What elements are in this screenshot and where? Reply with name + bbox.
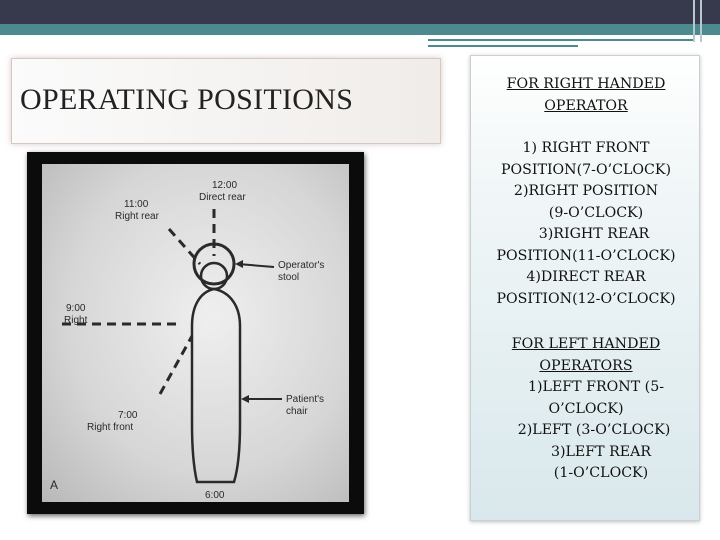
list-item: 2)RIGHT POSITION: [513, 183, 659, 199]
label-9-name: Right: [64, 315, 88, 326]
left-handed-list: [471, 377, 701, 485]
top-title-bar: [0, 0, 720, 24]
label-chair-1: Patient's: [286, 394, 325, 405]
divider-line: [700, 0, 702, 42]
right-handed-heading: [471, 74, 701, 117]
accent-line-short: [428, 45, 578, 47]
label-7-name: Right front: [87, 422, 134, 433]
label-11-name: Right rear: [115, 211, 159, 222]
label-11-time: 11:00: [124, 199, 149, 210]
label-stool-1: Operator's: [278, 260, 325, 271]
stool-pointer: [238, 264, 274, 267]
right-front-line: [160, 336, 192, 394]
label-chair-2: chair: [286, 406, 308, 417]
label-12-time: 12:00: [212, 180, 238, 191]
list-item: POSITION(11-O’CLOCK): [496, 247, 676, 264]
list-item: O’CLOCK): [548, 400, 624, 417]
divider-line: [693, 0, 695, 42]
right-handed-heading-line2: OPERATOR: [544, 97, 628, 114]
list-item: 4)DIRECT REAR: [526, 269, 646, 285]
accent-line: [428, 39, 693, 41]
list-item: (9-O’CLOCK): [548, 204, 644, 221]
label-6-time: 6:00: [205, 490, 225, 501]
right-handed-list: [471, 138, 701, 310]
left-handed-heading: [471, 334, 701, 377]
label-12-name: Direct rear: [199, 192, 246, 203]
right-handed-heading-line1: FOR RIGHT HANDED: [506, 76, 666, 92]
list-item: POSITION(12-O’CLOCK): [496, 290, 676, 307]
list-item: 3)RIGHT REAR: [538, 226, 650, 242]
list-item: 2)LEFT (3-O’CLOCK): [517, 422, 671, 438]
label-9-time: 9:00: [66, 303, 86, 314]
label-stool-2: stool: [278, 272, 300, 283]
list-item: 3)LEFT REAR: [550, 443, 652, 460]
list-item: 1)LEFT FRONT (5-: [527, 379, 665, 395]
slide-title: OPERATING POSITIONS: [20, 83, 354, 116]
clock-diagram: [42, 164, 349, 502]
label-7-time: 7:00: [118, 410, 138, 421]
accent-bar: [0, 24, 720, 35]
list-item: POSITION(7-O’CLOCK): [500, 161, 671, 178]
list-item: (1-O’CLOCK): [553, 465, 649, 481]
left-handed-heading-line2: OPERATORS: [539, 357, 633, 374]
patient-chair-outline: [192, 289, 240, 482]
list-item: 1) RIGHT FRONT: [522, 140, 650, 156]
title-box: [11, 58, 441, 144]
operating-positions-figure: [27, 152, 364, 514]
left-handed-heading-line1: FOR LEFT HANDED: [511, 336, 661, 352]
label-panel: A: [50, 478, 59, 492]
content-panel: [470, 55, 700, 521]
